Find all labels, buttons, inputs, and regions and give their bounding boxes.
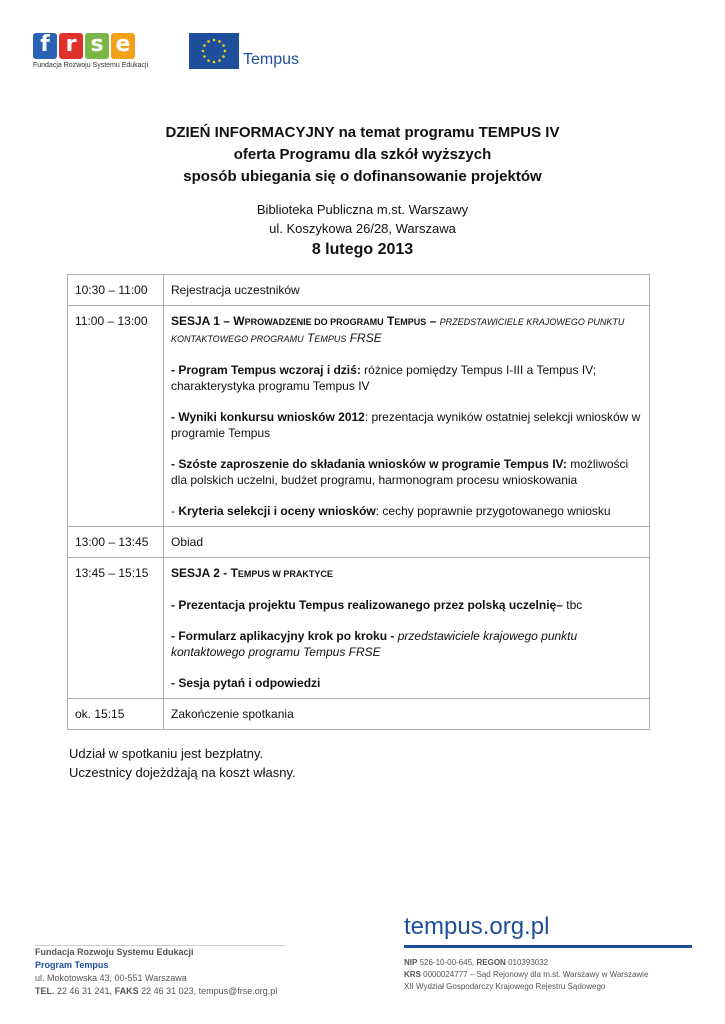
krs-label: KRS: [404, 970, 421, 979]
phone-label: TEL.: [35, 986, 55, 996]
footer-registry: [404, 957, 648, 993]
agenda-item: [171, 456, 643, 488]
eu-star-icon: [218, 59, 221, 62]
phone-value: 22 46 31 241,: [54, 986, 115, 996]
venue-name: Biblioteka Publiczna m.st. Warszawy: [256, 202, 469, 217]
agenda-item: [171, 628, 643, 660]
fax-value: 22 46 31 023, tempus@frse.org.pl: [138, 986, 278, 996]
table-row: [68, 699, 650, 730]
nip-label: NIP: [404, 958, 418, 967]
agenda-item-title: - Sesja pytań i odpowiedzi: [171, 676, 321, 690]
regon-value: 010393032: [505, 958, 549, 967]
agenda-item-text: tbc: [562, 598, 583, 612]
session-presenters: T: [303, 331, 315, 345]
session-title-part: T: [383, 314, 395, 328]
session-label: SESJA 2 - T: [171, 566, 238, 580]
session-presenters: FRSE: [346, 331, 382, 345]
footer-krs: [404, 969, 648, 981]
eu-star-icon: [213, 61, 216, 64]
time-cell: ok. 15:15: [68, 699, 164, 730]
frse-letter-f: f: [33, 33, 57, 59]
agenda-item-title: - Wyniki konkursu wniosków 2012: [171, 410, 365, 424]
time-cell: 13:00 – 13:45: [68, 527, 164, 558]
eu-star-icon: [207, 59, 210, 62]
eu-star-icon: [222, 55, 225, 58]
agenda-item-title: - Prezentacja projektu Tempus realizowanego przez polską uczelnię–: [171, 598, 563, 612]
agenda-item-dash: -: [171, 504, 179, 518]
note-free-entry: Udział w spotkaniu jest bezpłatny.: [69, 746, 264, 761]
time-cell: 13:45 – 15:15: [68, 558, 164, 699]
table-row: [68, 527, 650, 558]
agenda-cell: Zakończenie spotkania: [164, 699, 650, 730]
session-title-part: PROWADZENIE DO PROGRAMU: [244, 317, 384, 327]
eu-star-icon: [222, 44, 225, 47]
agenda-item: [171, 597, 643, 613]
agenda-item-title: - Szóste zaproszenie do składania wniosków w programie Tempus IV:: [171, 457, 567, 471]
agenda-item-text: przedstawiciele krajowego punktu kontaktowego programu Tempus FRSE: [171, 629, 578, 659]
note-travel: Uczestnicy dojeżdżają na koszt własny.: [69, 765, 296, 780]
agenda-item-title: - Formularz aplikacyjny krok po kroku -: [171, 629, 395, 643]
time-cell: 11:00 – 13:00: [68, 306, 164, 527]
eu-star-icon: [213, 39, 216, 42]
krs-value: 0000024777 – Sąd Rejonowy dla m.st. Warszawy w Warszawie: [420, 970, 649, 979]
table-row: [68, 306, 650, 527]
agenda-item-title: Kryteria selekcji i oceny wniosków: [178, 504, 376, 518]
frse-logo-letters: [33, 33, 143, 59]
frse-letter-e: e: [111, 33, 135, 59]
frse-letter-s: s: [85, 33, 109, 59]
regon-label: REGON: [476, 958, 506, 967]
eu-flag-icon: [189, 33, 239, 69]
footer-program-name: Program Tempus: [35, 960, 109, 970]
venue-address: ul. Koszykowa 26/28, Warszawa: [269, 221, 456, 236]
title-line-3: sposób ubiegania się o dofinansowanie projektów: [183, 168, 542, 185]
nip-value: 526-10-00-645,: [417, 958, 477, 967]
agenda-item-text: różnice pomiędzy Tempus I-III a Tempus IV; charakterystyka programu Tempus IV: [171, 363, 597, 393]
time-cell: 10:30 – 11:00: [68, 275, 164, 306]
session-presenters: EMPUS: [314, 334, 347, 344]
agenda-cell: [164, 558, 650, 699]
frse-logo: [33, 32, 149, 73]
session-title-part: EMPUS: [394, 317, 427, 327]
website-link[interactable]: tempus.org.pl: [404, 913, 550, 940]
schedule-table: [67, 274, 650, 730]
agenda-item: [171, 503, 643, 519]
title-line-2: oferta Programu dla szkół wyższych: [233, 146, 492, 163]
eu-star-icon: [224, 50, 227, 53]
agenda-item: [171, 409, 643, 441]
agenda-item-text: : cechy poprawnie przygotowanego wniosku: [375, 504, 611, 518]
table-row: [68, 275, 650, 306]
footer-phone: [35, 985, 277, 998]
fax-label: FAKS: [114, 986, 139, 996]
footer-nip: [404, 957, 648, 969]
agenda-item-text: możliwości dla polskich uczelni, budżet programu, harmonogram procesu wnioskowania: [171, 457, 629, 487]
event-date: 8 lutego 2013: [311, 241, 414, 258]
eu-star-icon: [202, 50, 205, 53]
footer-contact: [35, 946, 277, 998]
eu-star-icon: [203, 55, 206, 58]
eu-star-icon: [203, 44, 206, 47]
footer-divider: [404, 945, 692, 948]
agenda-cell: Rejestracja uczestników: [164, 275, 650, 306]
frse-letter-r: r: [59, 33, 83, 59]
eu-star-icon: [207, 40, 210, 43]
agenda-item-text: : prezentacja wyników ostatniej selekcji wniosków w programie Tempus: [171, 410, 641, 440]
agenda-item: [171, 362, 643, 394]
notes: [69, 744, 296, 782]
tempus-logo-text: Tempus: [243, 51, 300, 68]
agenda-cell: [164, 306, 650, 527]
session-label: SESJA 1 – W: [171, 314, 245, 328]
tempus-eu-logo: [189, 33, 309, 73]
footer-address: ul. Mokotowska 43, 00-551 Warszawa: [35, 973, 187, 983]
session-title-part: –: [426, 314, 440, 328]
document-title: [0, 122, 725, 188]
agenda-item-title: - Program Tempus wczoraj i dziś:: [171, 363, 361, 377]
title-line-1: DZIEŃ INFORMACYJNY na temat programu TEMPUS IV: [165, 124, 560, 141]
agenda-cell: Obiad: [164, 527, 650, 558]
session-1-heading: [171, 313, 643, 347]
eu-star-icon: [218, 40, 221, 43]
table-row: [68, 558, 650, 699]
session-2-heading: [171, 565, 643, 582]
session-presenters: PRZEDSTAWICIELE KRAJOWEGO PUNKTU KONTAKTOWEGO PROGRAMU: [171, 317, 625, 344]
frse-logo-subtitle: Fundacja Rozwoju Systemu Edukacji: [33, 62, 149, 69]
session-title-part: EMPUS W PRAKTYCE: [237, 569, 333, 579]
agenda-item: [171, 675, 643, 691]
footer-org-name: Fundacja Rozwoju Systemu Edukacji: [35, 947, 194, 957]
venue-info: [0, 200, 725, 261]
footer-court: XII Wydział Gospodarczy Krajowego Rejestru Sądowego: [404, 982, 606, 991]
